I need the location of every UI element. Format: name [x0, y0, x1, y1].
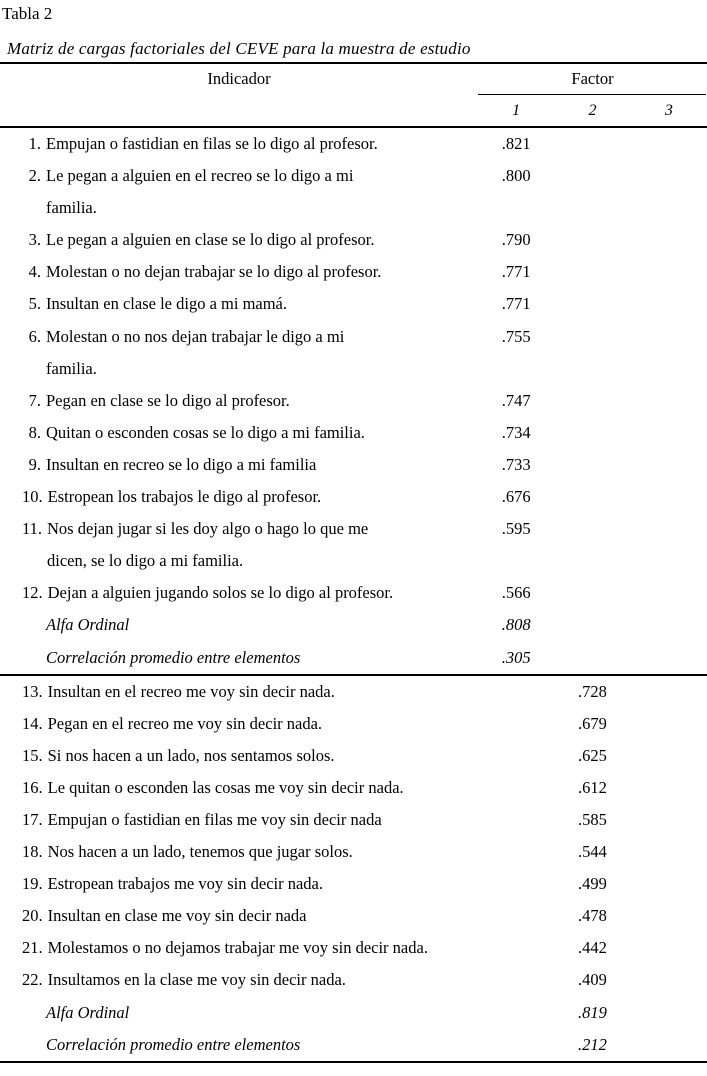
table-row — [0, 256, 707, 288]
loading-values — [478, 932, 707, 964]
factor2-loading: .679 — [578, 713, 607, 733]
table-row — [0, 836, 707, 868]
factor3-column-header: 3 — [664, 101, 673, 119]
indicator-text — [48, 708, 478, 740]
indicator-cell — [0, 417, 478, 449]
loading-values — [478, 417, 707, 449]
factor2-loading — [554, 321, 630, 353]
indicator-cell — [0, 964, 478, 996]
factor-column-header: Factor — [571, 69, 614, 88]
indicator-cell — [0, 385, 478, 417]
factor1-loading — [478, 932, 554, 964]
row-number: 4. — [28, 262, 41, 282]
factor2-stat-value: .819 — [578, 1002, 607, 1022]
indicator-cell — [0, 513, 478, 577]
factor1-loading: .790 — [501, 230, 531, 250]
table-body — [0, 128, 707, 1061]
row-number: 11. — [22, 519, 43, 539]
indicator-line: dicen, se lo digo a mi familia. — [47, 551, 244, 571]
indicator-line: Insultan en recreo se lo digo a mi familia — [46, 454, 317, 474]
factor3-loading — [631, 160, 707, 192]
table-row — [0, 932, 707, 964]
table-header-row — [0, 64, 707, 94]
table-row — [0, 160, 707, 224]
factor2-stat-value — [554, 609, 630, 641]
table-row — [0, 804, 707, 836]
loading-values — [478, 160, 707, 192]
factor1-loading — [478, 836, 554, 868]
factor2-loading: .612 — [578, 777, 607, 797]
indicator-cell — [0, 481, 478, 513]
table-row — [0, 708, 707, 740]
row-number: 14. — [22, 713, 43, 733]
indicator-text — [48, 740, 478, 772]
indicator-line: Nos dejan jugar si les doy algo o hago lo que me — [47, 519, 369, 539]
factor1-loading — [478, 772, 554, 804]
indicator-text — [46, 160, 478, 224]
factor2-loading — [554, 160, 630, 192]
factor3-loading — [631, 449, 707, 481]
indicator-text — [48, 804, 478, 836]
loading-values — [478, 128, 707, 160]
loading-values — [478, 964, 707, 996]
stat-label: Alfa Ordinal — [46, 1002, 130, 1022]
factor-loadings-table — [0, 62, 707, 1063]
loading-values — [478, 224, 707, 256]
factor1-loading: .733 — [501, 454, 531, 474]
indicator-line: Insultamos en la clase me voy sin decir nada. — [47, 970, 346, 990]
row-number: 17. — [22, 809, 43, 829]
table-row — [0, 288, 707, 320]
indicator-line: Pegan en el recreo me voy sin decir nada. — [47, 713, 323, 733]
loading-values — [478, 740, 707, 772]
factor3-loading — [631, 964, 707, 996]
indicator-line: Insultan en clase le digo a mi mamá. — [46, 294, 288, 314]
indicator-cell — [0, 449, 478, 481]
table-row — [0, 964, 707, 996]
indicator-cell — [0, 676, 478, 708]
indicator-text — [48, 868, 478, 900]
factor2-loading — [554, 577, 630, 609]
factor3-loading — [631, 224, 707, 256]
row-number: 8. — [28, 422, 41, 442]
factor3-loading — [631, 676, 707, 708]
indicator-cell — [0, 224, 478, 256]
row-number: 2. — [28, 166, 41, 186]
stat-values — [478, 997, 707, 1029]
table-number: Tabla 2 — [2, 4, 53, 23]
indicator-cell — [0, 932, 478, 964]
factor1-loading — [478, 740, 554, 772]
indicator-cell — [0, 256, 478, 288]
indicator-cell — [0, 128, 478, 160]
factor3-loading — [631, 481, 707, 513]
loading-values — [478, 708, 707, 740]
loading-values — [478, 900, 707, 932]
indicator-line: Nos hacen a un lado, tenemos que jugar solos. — [47, 842, 353, 862]
indicator-text — [46, 449, 478, 481]
indicator-line: Estropean trabajos me voy sin decir nada. — [47, 874, 323, 894]
indicator-text — [46, 128, 478, 160]
loading-values — [478, 772, 707, 804]
indicator-line: Dejan a alguien jugando solos se lo digo al profesor. — [47, 583, 394, 603]
row-number: 1. — [28, 134, 41, 153]
factor1-loading — [478, 964, 554, 996]
factor3-stat-value — [631, 642, 707, 674]
indicator-cell — [0, 288, 478, 320]
row-number: 3. — [28, 230, 41, 250]
factor-subcolumns — [478, 102, 707, 120]
factor3-loading — [631, 932, 707, 964]
loading-values — [478, 288, 707, 320]
stat-row — [0, 642, 707, 674]
row-number: 7. — [28, 390, 41, 410]
indicator-cell — [0, 708, 478, 740]
factor1-loading: .800 — [501, 166, 531, 186]
factor1-loading: .747 — [501, 390, 531, 410]
row-number: 13. — [22, 681, 43, 701]
factor2-loading: .728 — [578, 681, 607, 701]
factor2-stat-value — [554, 642, 630, 674]
table-row — [0, 676, 707, 708]
loading-values — [478, 836, 707, 868]
indicator-cell — [0, 160, 478, 224]
indicator-column-header: Indicador — [207, 69, 271, 88]
table-row — [0, 577, 707, 609]
factor1-column-header: 1 — [512, 101, 521, 119]
factor3-loading — [631, 513, 707, 545]
factor1-loading — [478, 804, 554, 836]
indicator-line: Si nos hacen a un lado, nos sentamos solos. — [47, 745, 335, 765]
row-number: 15. — [22, 745, 43, 765]
indicator-line: Molestamos o no dejamos trabajar me voy sin decir nada. — [47, 938, 428, 958]
factor1-loading: .821 — [501, 134, 531, 153]
indicator-line: Estropean los trabajos le digo al profesor. — [47, 487, 322, 507]
factor1-stat-value — [478, 1029, 554, 1061]
factor1-loading: .566 — [501, 583, 531, 603]
factor3-loading — [631, 836, 707, 868]
indicator-cell — [0, 772, 478, 804]
indicator-cell — [0, 900, 478, 932]
factor2-loading: .544 — [578, 842, 607, 862]
factor2-stat-value: .212 — [578, 1034, 607, 1054]
indicator-line: Molestan o no nos dejan trabajar le digo a mi — [46, 326, 345, 346]
factor3-loading — [631, 321, 707, 353]
row-number: 9. — [28, 454, 41, 474]
factor2-loading — [554, 513, 630, 545]
indicator-text — [47, 513, 478, 577]
factor2-loading — [554, 385, 630, 417]
loading-values — [478, 868, 707, 900]
indicator-line: Le quitan o esconden las cosas me voy sin decir nada. — [47, 777, 404, 797]
loading-values — [478, 481, 707, 513]
factor3-loading — [631, 804, 707, 836]
indicator-line: Le pegan a alguien en el recreo se lo digo a mi — [46, 166, 354, 186]
indicator-line: Insultan en el recreo me voy sin decir nada. — [47, 681, 335, 701]
loading-values — [478, 449, 707, 481]
loading-values — [478, 513, 707, 545]
stat-values — [478, 642, 707, 674]
factor3-loading — [631, 256, 707, 288]
row-number: 16. — [22, 777, 43, 797]
factor1-stat-value: .305 — [501, 647, 531, 667]
indicator-text — [48, 676, 478, 708]
factor3-loading — [631, 577, 707, 609]
factor1-loading: .676 — [501, 487, 531, 507]
factor2-loading — [554, 449, 630, 481]
indicator-text — [46, 256, 478, 288]
factor1-loading — [478, 708, 554, 740]
indicator-text — [48, 577, 478, 609]
table-row — [0, 900, 707, 932]
factor3-stat-value — [631, 609, 707, 641]
stat-label: Alfa Ordinal — [46, 615, 130, 635]
factor2-loading: .409 — [578, 970, 607, 990]
indicator-text — [48, 964, 478, 996]
factor2-loading — [554, 288, 630, 320]
indicator-text — [48, 772, 478, 804]
table-row — [0, 481, 707, 513]
loading-values — [478, 804, 707, 836]
row-number: 5. — [28, 294, 41, 314]
factor2-loading: .442 — [578, 938, 607, 958]
table-row — [0, 449, 707, 481]
factor3-loading — [631, 868, 707, 900]
factor2-loading — [554, 256, 630, 288]
row-number: 6. — [28, 326, 41, 346]
factor1-stat-value — [478, 997, 554, 1029]
indicator-cell — [0, 577, 478, 609]
factor1-stat-value: .808 — [501, 615, 531, 635]
table-row — [0, 385, 707, 417]
stat-label: Correlación promedio entre elementos — [46, 647, 301, 667]
factor3-loading — [631, 385, 707, 417]
indicator-line: Empujan o fastidian en filas se lo digo al profesor. — [46, 134, 378, 153]
indicator-line: familia. — [46, 198, 97, 218]
row-number: 12. — [22, 583, 43, 603]
factor-subcolumns-row — [0, 95, 707, 128]
row-number: 20. — [22, 906, 43, 926]
stat-values — [478, 609, 707, 641]
factor1-loading: .771 — [501, 294, 531, 314]
factor2-loading: .478 — [578, 906, 607, 926]
stat-values — [478, 1029, 707, 1061]
table-row — [0, 128, 707, 160]
factor3-stat-value — [631, 997, 707, 1029]
factor3-loading — [631, 740, 707, 772]
factor2-loading: .625 — [578, 745, 607, 765]
factor1-loading: .595 — [501, 519, 531, 539]
factor2-loading — [554, 417, 630, 449]
indicator-line: Quitan o esconden cosas se lo digo a mi familia. — [46, 422, 365, 442]
indicator-text — [48, 836, 478, 868]
factor3-stat-value — [631, 1029, 707, 1061]
stat-row — [0, 997, 707, 1029]
loading-values — [478, 577, 707, 609]
factor2-loading — [554, 481, 630, 513]
factor1-loading: .771 — [501, 262, 531, 282]
factor2-column-header: 2 — [588, 101, 597, 119]
loading-values — [478, 676, 707, 708]
indicator-text — [46, 224, 478, 256]
table-row — [0, 772, 707, 804]
factor1-loading — [478, 676, 554, 708]
table-row — [0, 321, 707, 385]
indicator-cell — [0, 740, 478, 772]
row-number: 22. — [22, 970, 43, 990]
factor3-loading — [631, 708, 707, 740]
indicator-cell — [0, 836, 478, 868]
indicator-text — [46, 288, 478, 320]
factor1-loading — [478, 868, 554, 900]
indicator-cell — [0, 804, 478, 836]
table-row — [0, 224, 707, 256]
factor3-loading — [631, 128, 707, 160]
indicator-line: Insultan en clase me voy sin decir nada — [47, 906, 307, 926]
table-row — [0, 513, 707, 577]
indicator-line: Empujan o fastidian en filas me voy sin decir nada — [47, 809, 382, 829]
row-number: 21. — [22, 938, 43, 958]
loading-values — [478, 321, 707, 353]
indicator-text — [46, 417, 478, 449]
loading-values — [478, 385, 707, 417]
stat-label: Correlación promedio entre elementos — [46, 1034, 301, 1054]
table-row — [0, 417, 707, 449]
row-number: 18. — [22, 842, 43, 862]
factor1-loading: .734 — [501, 422, 531, 442]
factor2-loading — [554, 128, 630, 160]
indicator-line: Pegan en clase se lo digo al profesor. — [46, 390, 290, 410]
indicator-text — [48, 932, 478, 964]
indicator-text — [48, 481, 478, 513]
factor3-loading — [631, 288, 707, 320]
indicator-cell — [0, 321, 478, 385]
table-caption: Matriz de cargas factoriales del CEVE para la muestra de estudio — [7, 39, 471, 58]
table-row — [0, 868, 707, 900]
indicator-text — [46, 321, 478, 385]
indicator-text — [48, 900, 478, 932]
row-number: 19. — [22, 874, 43, 894]
indicator-line: Molestan o no dejan trabajar se lo digo al profesor. — [46, 262, 382, 282]
table-row — [0, 740, 707, 772]
factor2-loading: .499 — [578, 874, 607, 894]
stat-row — [0, 609, 707, 641]
factor1-loading — [478, 900, 554, 932]
indicator-line: Le pegan a alguien en clase se lo digo al profesor. — [46, 230, 375, 250]
factor1-loading: .755 — [501, 326, 531, 346]
factor3-loading — [631, 900, 707, 932]
factor2-loading — [554, 224, 630, 256]
loading-values — [478, 256, 707, 288]
stat-row — [0, 1029, 707, 1061]
indicator-line: familia. — [46, 358, 97, 378]
indicator-text — [46, 385, 478, 417]
factor3-loading — [631, 417, 707, 449]
row-number: 10. — [22, 487, 43, 507]
indicator-cell — [0, 868, 478, 900]
factor2-loading: .585 — [578, 809, 607, 829]
factor3-loading — [631, 772, 707, 804]
